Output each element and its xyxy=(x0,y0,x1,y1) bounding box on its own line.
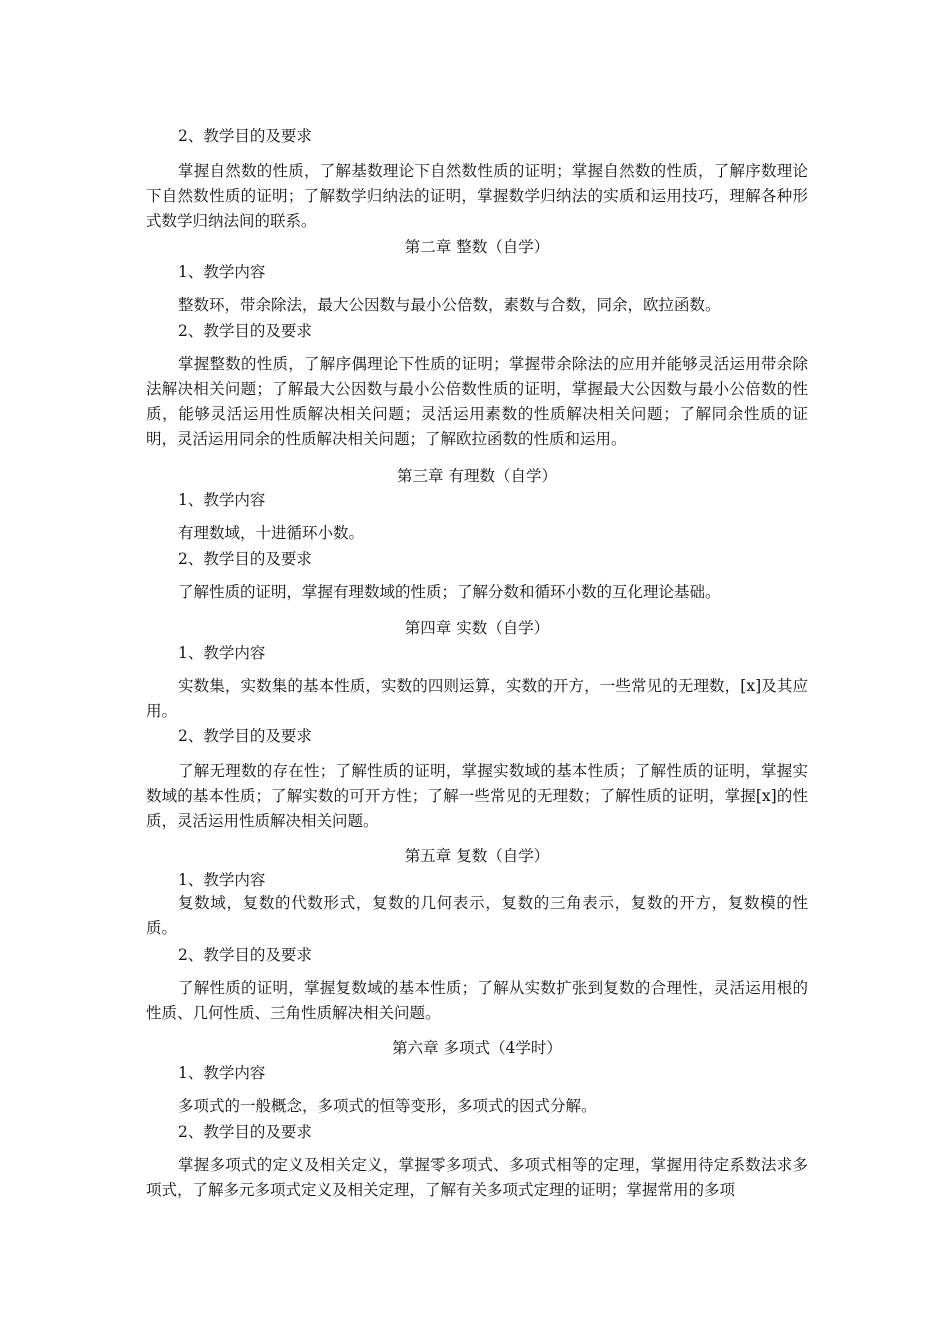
section-heading: 2、教学目的及要求 xyxy=(178,727,312,745)
paragraph: 掌握多项式的定义及相关定义，掌握零多项式、多项式相等的定理，掌握用待定系数法求多项式，了解多元多项式定义及相关定理，了解有关多项式定理的证明；掌握常用的多项 xyxy=(146,1156,808,1199)
section-heading: 2、教学目的及要求 xyxy=(178,322,312,340)
paragraph: 掌握整数的性质，了解序偶理论下性质的证明；掌握带余除法的应用并能够灵活运用带余除法解决相关问题；了解最大公因数与最小公倍数性质的证明，掌握最大公因数与最小公倍数的性质，能够灵活运用性质解决相关问题；灵活运用素数的性质解决相关问题；了解同余性质的证明，灵活运用同余的性质解决相关问题；了解欧拉函数的性质和运用。 xyxy=(146,355,808,448)
chapter-title: 第三章 有理数（自学） xyxy=(397,467,557,485)
section-heading: 1、教学内容 xyxy=(178,871,266,889)
section-heading: 2、教学目的及要求 xyxy=(178,1123,312,1141)
chapter-title: 第六章 多项式（4学时） xyxy=(392,1039,562,1057)
section-heading: 2、教学目的及要求 xyxy=(178,550,312,568)
chapter-title: 第四章 实数（自学） xyxy=(404,619,550,637)
section-heading: 1、教学内容 xyxy=(178,1064,266,1082)
paragraph: 了解无理数的存在性；了解性质的证明，掌握实数域的基本性质；了解性质的证明，掌握实数域的基本性质；了解实数的可开方性；了解一些常见的无理数；了解性质的证明，掌握[x]的性质，灵活运用性质解决相关问题。 xyxy=(146,762,808,830)
section-heading: 2、教学目的及要求 xyxy=(178,946,312,964)
chapter-title: 第五章 复数（自学） xyxy=(404,847,550,865)
paragraph: 有理数域，十进循环小数。 xyxy=(178,524,365,542)
section-heading: 2、教学目的及要求 xyxy=(178,127,312,145)
paragraph: 了解性质的证明，掌握有理数域的性质；了解分数和循环小数的互化理论基础。 xyxy=(178,583,721,601)
paragraph: 复数域，复数的代数形式，复数的几何表示，复数的三角表示，复数的开方，复数模的性质。 xyxy=(146,894,808,937)
chapter-title: 第二章 整数（自学） xyxy=(404,238,550,256)
section-heading: 1、教学内容 xyxy=(178,644,266,662)
paragraph: 整数环，带余除法，最大公因数与最小公倍数，素数与合数，同余，欧拉函数。 xyxy=(178,296,721,314)
section-heading: 1、教学内容 xyxy=(178,263,266,281)
paragraph: 多项式的一般概念，多项式的恒等变形，多项式的因式分解。 xyxy=(178,1097,597,1115)
section-heading: 1、教学内容 xyxy=(178,491,266,509)
paragraph: 了解性质的证明，掌握复数域的基本性质；了解从实数扩张到复数的合理性，灵活运用根的性质、几何性质、三角性质解决相关问题。 xyxy=(146,979,808,1022)
paragraph: 实数集，实数集的基本性质，实数的四则运算，实数的开方，一些常见的无理数，[x]及其应用。 xyxy=(146,677,808,720)
paragraph: 掌握自然数的性质，了解基数理论下自然数性质的证明；掌握自然数的性质，了解序数理论下自然数性质的证明；了解数学归纳法的证明，掌握数学归纳法的实质和运用技巧，理解各种形式数学归纳法间的联系。 xyxy=(146,162,808,230)
document-page xyxy=(146,0,808,1344)
